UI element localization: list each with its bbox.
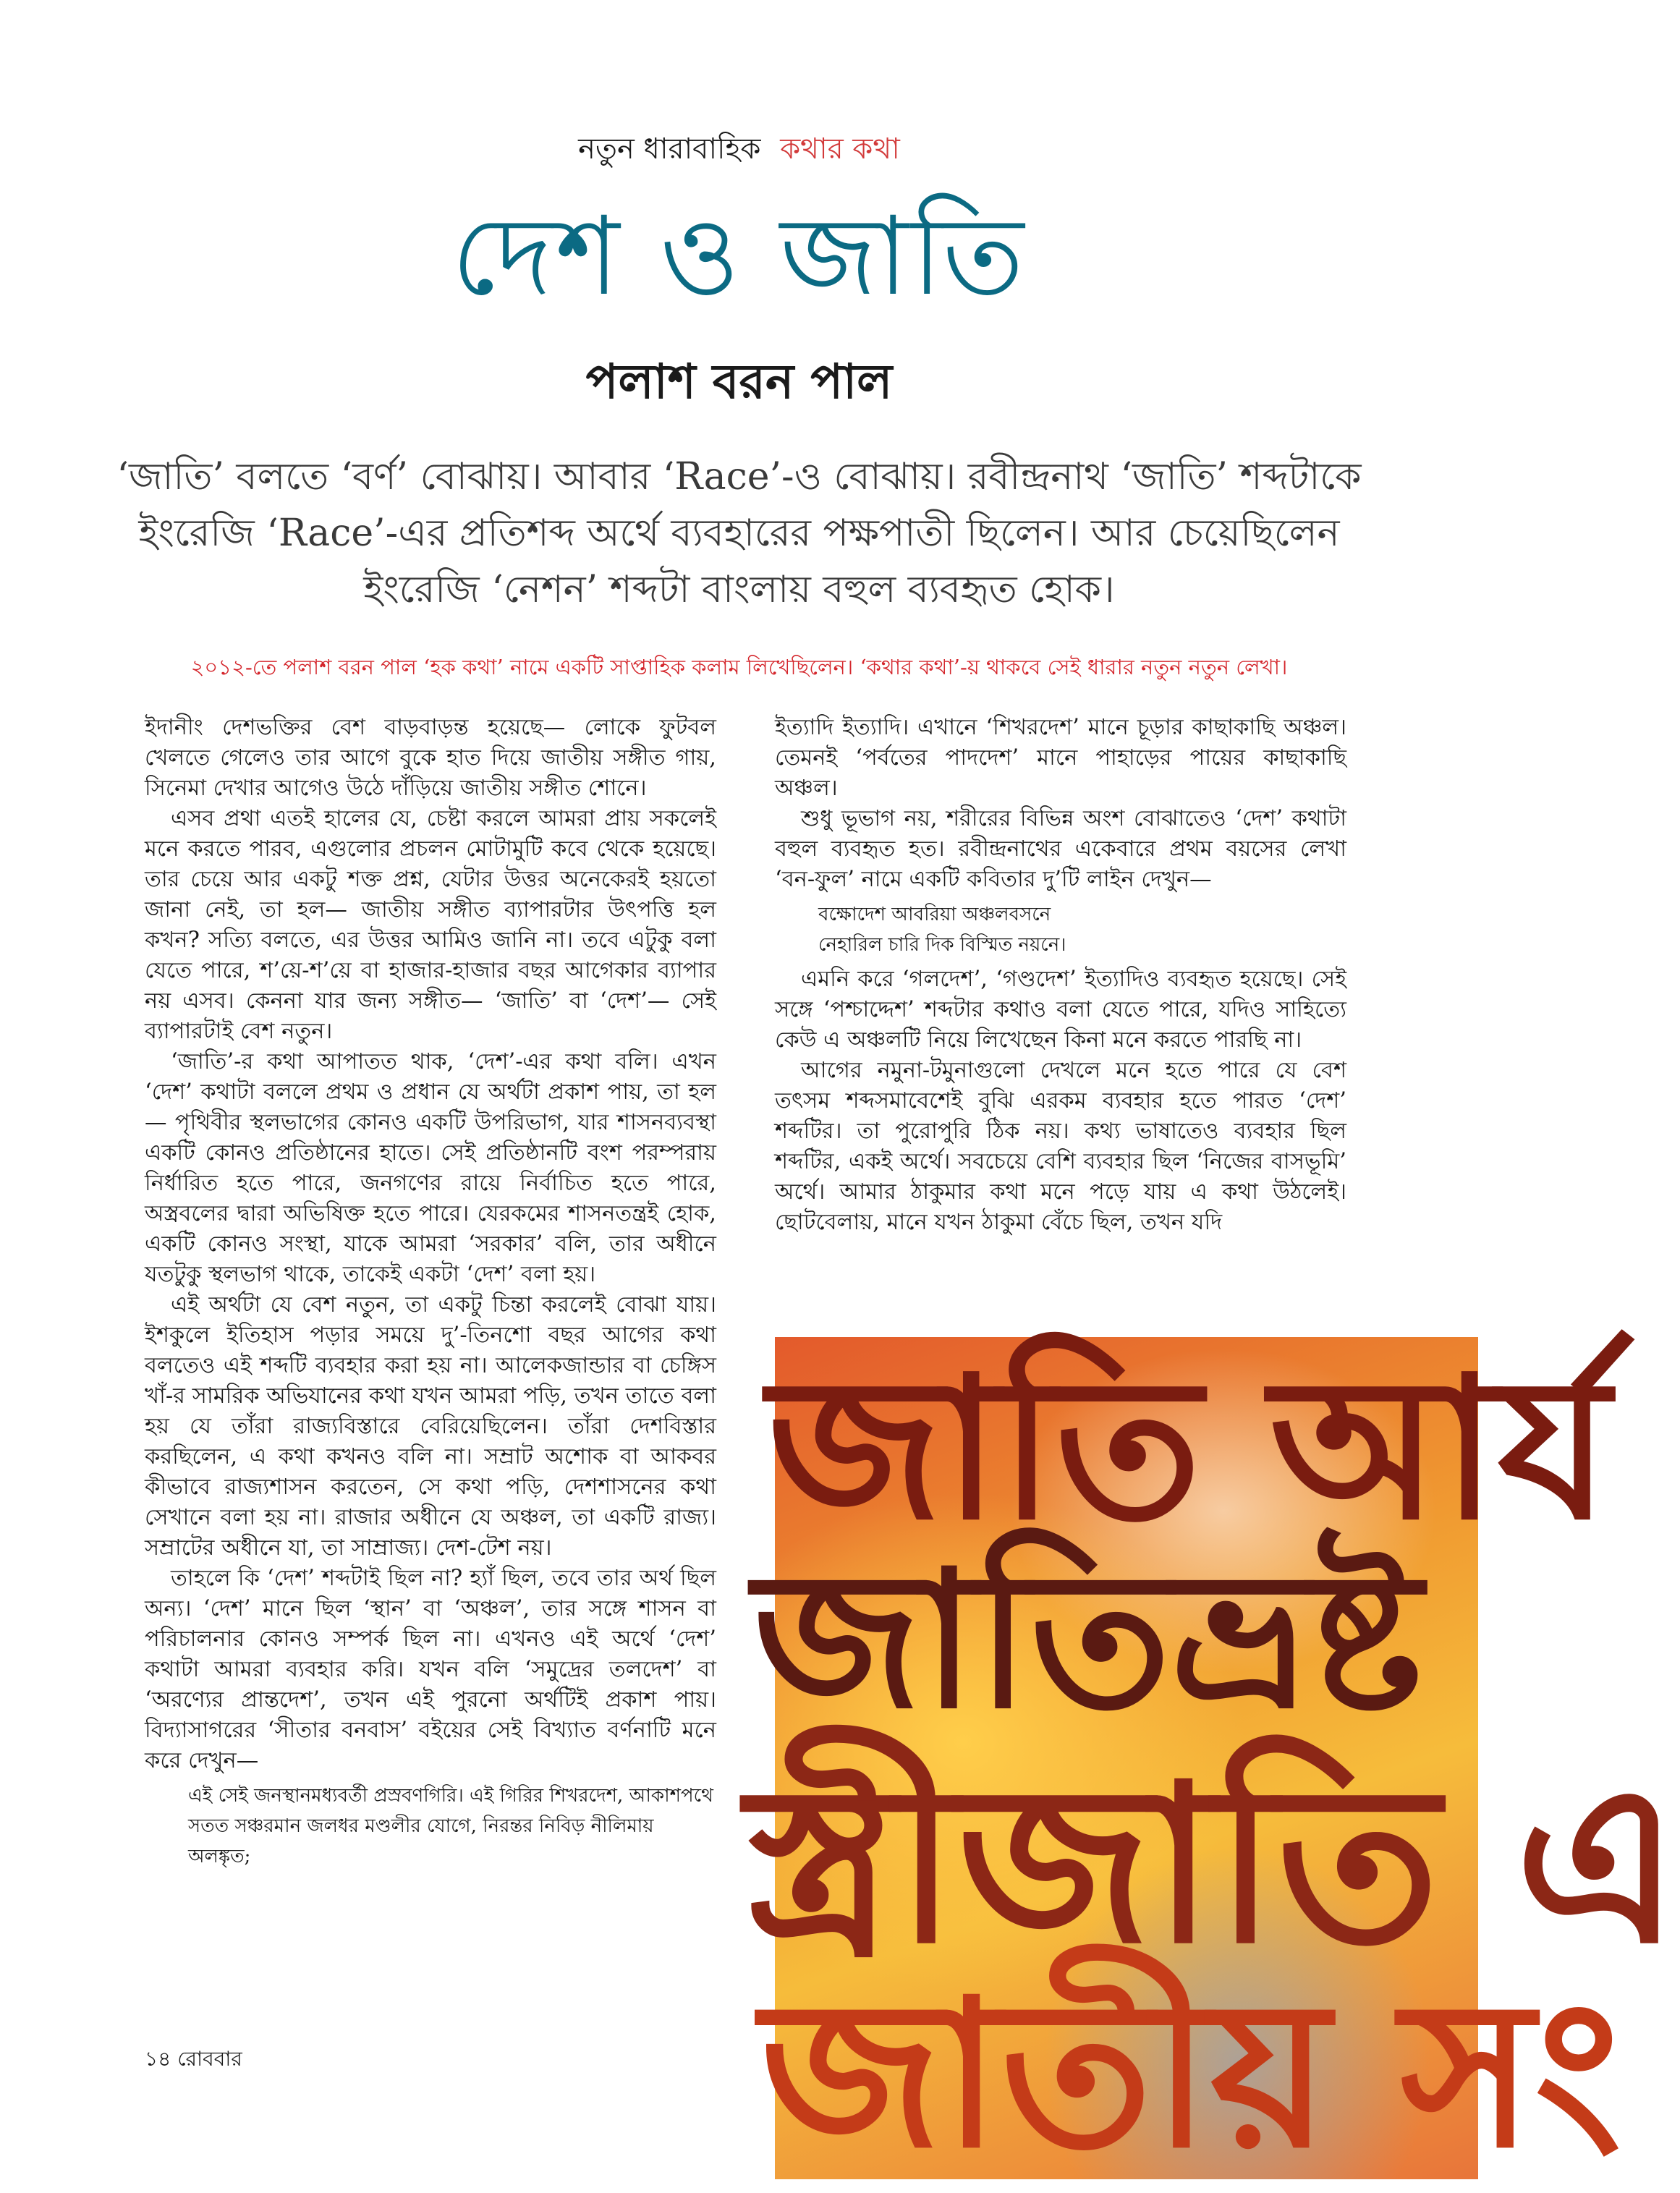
paragraph: ‘জাতি’-র কথা আপাতত থাক, ‘দেশ’-এর কথা বলি। এখন ‘দেশ’ কথাটা বললে প্রথম ও প্রধান যে অর্থটা প্রকাশ পায়, তা হল— পৃথিবীর স্থলভাগের কোনও একটি উপরিভাগ, যার শাসনব্যবস্থা একটি কোনও প্রতিষ্ঠানের হাতে। সেই প্রতিষ্ঠানটি বংশ পরম্পরায় নির্ধারিত হতে পারে, জনগণের রায়ে নির্বাচিত হতে পারে, অস্ত্রবলের দ্বারা অভিষিক্ত হতে পারে। যেরকমের শাসনতন্ত্রই হোক, একটি কোনও সংস্থা, যাকে আমরা ‘সরকার’ বলি, তার অধীনে যতটুকু স্থলভাগ থাকে, তাকেই একটা ‘দেশ’ বলা হয়। xyxy=(145,1049,716,1287)
series-kicker: নতুন ধারাবাহিক xyxy=(578,132,761,166)
paragraph: এই অর্থটা যে বেশ নতুন, তা একটু চিন্তা করলেই বোঝা যায়। ইশকুলে ইতিহাস পড়ার সময়ে দু’-তিনশো বছর আগের কথা বলতেও এই শব্দটি ব্যবহার করা হয় না। আলেকজান্ডার বা চেঙ্গিস খাঁ-র সামরিক অভিযানের কথা যখন আমরা পড়ি, তখন তাতে বলা হয় যে তাঁরা রাজ্যবিস্তারে বেরিয়েছিলেন। তাঁরা দেশবিস্তার করছিলেন, এ কথা কখনও বলি না। সম্রাট অশোক বা আকবর কীভাবে রাজ্যশাসন করতেন, সে কথা পড়ি, দেশশাসনের কথা সেখানে বলা হয় না। রাজার অধীনে যে অঞ্চল, তা একটি রাজ্য। সম্রাটের অধীনে যা, তা সাম্রাজ্য। দেশ-টেশ নয়। xyxy=(145,1292,716,1561)
artwork-word: স্ত্রীজাতি এ xyxy=(746,1739,1680,1991)
page-footer: ১৪ রোববার xyxy=(145,2047,242,2071)
column-note: ২০১২-তে পলাশ বরন পাল ‘হক কথা’ নামে একটি সাপ্তাহিক কলাম লিখেছিলেন। ‘কথার কথা’-য় থাকবে সেই ধারার নতুন নতুন লেখা। xyxy=(190,655,1288,679)
author-name: পলাশ বরন পাল xyxy=(585,354,893,410)
typographic-artwork xyxy=(746,1335,1680,2193)
standfirst: ‘জাতি’ বলতে ‘বর্ণ’ বোঝায়। আবার ‘Race’-ও বোঝায়। রবীন্দ্রনাথ ‘জাতি’ শব্দটাকে ইংরেজি ‘Race’-এর প্রতিশব্দ অর্থে ব্যবহারের পক্ষপাতী ছিলেন। আর চেয়েছিলেন ইংরেজি ‘নেশন’ শব্দটা বাংলায় বহুল ব্যবহৃত হোক। xyxy=(116,455,1362,611)
poem-line: নেহারিল চারি দিক বিস্মিত নয়নে। xyxy=(818,934,1066,956)
paragraph: তাহলে কি ‘দেশ’ শব্দটাই ছিল না? হ্যাঁ ছিল, তবে তার অর্থ ছিল অন্য। ‘দেশ’ মানে ছিল ‘স্থান’ বা ‘অঞ্চল’, তার সঙ্গে শাসন বা পরিচালনার কোনও সম্পর্ক ছিল না। এখনও এই অর্থে ‘দেশ’ কথাটা আমরা ব্যবহার করি। যখন বলি ‘সমুদ্রের তলদেশ’ বা ‘অরণ্যের প্রান্তদেশ’, তখন এই পুরনো অর্থটিই প্রকাশ পায়। বিদ্যাসাগরের ‘সীতার বনবাস’ বইয়ের সেই বিখ্যাত বর্ণনাটি মনে করে দেখুন— xyxy=(145,1566,716,1773)
artwork-word: জাতিভ্রষ্ট xyxy=(753,1532,1422,1750)
artwork-word: জাতীয় সং xyxy=(760,1957,1621,2193)
paragraph: ইত্যাদি ইত্যাদি। এখানে ‘শিখরদেশ’ মানে চূড়ার কাছাকাছি অঞ্চল। তেমনই ‘পর্বতের পাদদেশ’ মানে পাহাড়ের পায়ের কাছাকাছি অঞ্চল। xyxy=(775,715,1346,801)
paragraph: ইদানীং দেশভক্তির বেশ বাড়বাড়ন্ত হয়েছে— লোকে ফুটবল খেলতে গেলেও তার আগে বুকে হাত দিয়ে জাতীয় সঙ্গীত গায়, সিনেমা দেখার আগেও উঠে দাঁড়িয়ে জাতীয় সঙ্গীত শোনে। xyxy=(145,715,716,801)
artwork-word: জাতি আর্য xyxy=(768,1335,1611,1563)
series-line xyxy=(0,129,1478,169)
paragraph: শুধু ভূভাগ নয়, শরীরের বিভিন্ন অংশ বোঝাতেও ‘দেশ’ কথাটা বহুল ব্যবহৃত হত। রবীন্দ্রনাথের একেবারে প্রথম বয়সের লেখা ‘বন-ফুল’ নামে একটি কবিতার দু’টি লাইন দেখুন— xyxy=(775,806,1346,892)
series-name: কথার কথা xyxy=(780,132,900,166)
article-title: দেশ ও জাতি xyxy=(451,194,1027,320)
poem-line: বক্ষোদেশ আবরিয়া অঞ্চলবসনে xyxy=(818,904,1051,925)
block-quote: এই সেই জনস্থানমধ্যবর্তী প্রস্রবণগিরি। এই গিরির শিখরদেশ, আকাশপথে সতত সঞ্চরমান জলধর মণ্ডলীর যোগে, নিরন্তর নিবিড় নীলিমায় অলঙ্কৃত; xyxy=(188,1785,713,1867)
body-column-left xyxy=(145,713,716,1876)
paragraph: আগের নমুনা-টমুনাগুলো দেখলে মনে হতে পারে যে বেশ তৎসম শব্দসমাবেশেই বুঝি এরকম ব্যবহার হতে পারত ‘দেশ’ শব্দটির। তা পুরোপুরি ঠিক নয়। কথ্য ভাষাতেও ব্যবহার ছিল শব্দটির, একই অর্থে। সবচেয়ে বেশি ব্যবহার ছিল ‘নিজের বাসভূমি’ অর্থে। আমার ঠাকুমার কথা মনে পড়ে যায় এ কথা উঠলেই। ছোটবেলায়, মানে যখন ঠাকুমা বেঁচে ছিল, তখন যদি xyxy=(775,1058,1346,1235)
paragraph: এসব প্রথা এতই হালের যে, চেষ্টা করলে আমরা প্রায় সকলেই মনে করতে পারব, এগুলোর প্রচলন মোটামুটি কবে থেকে হয়েছে। তার চেয়ে আর একটু শক্ত প্রশ্ন, যেটার উত্তর অনেকেরই হয়তো জানা নেই, তা হল— জাতীয় সঙ্গীত ব্যাপারটার উৎপত্তি হল কখন? সত্যি বলতে, এর উত্তর আমিও জানি না। তবে এটুকু বলা যেতে পারে, শ’য়ে-শ’য়ে বা হাজার-হাজার বছর আগেকার ব্যাপার নয় এসব। কেননা যার জন্য সঙ্গীত— ‘জাতি’ বা ‘দেশ’— সেই ব্যাপারটাই বেশ নতুন। xyxy=(145,806,716,1044)
body-column-right xyxy=(775,713,1346,1238)
paragraph: এমনি করে ‘গলদেশ’, ‘গণ্ডদেশ’ ইত্যাদিও ব্যবহৃত হয়েছে। সেই সঙ্গে ‘পশ্চাদ্দেশ’ শব্দটার কথাও বলা যেতে পারে, যদিও সাহিত্যে কেউ এ অঞ্চলটি নিয়ে লিখেছেন কিনা মনে করতে পারছি না। xyxy=(775,967,1346,1053)
